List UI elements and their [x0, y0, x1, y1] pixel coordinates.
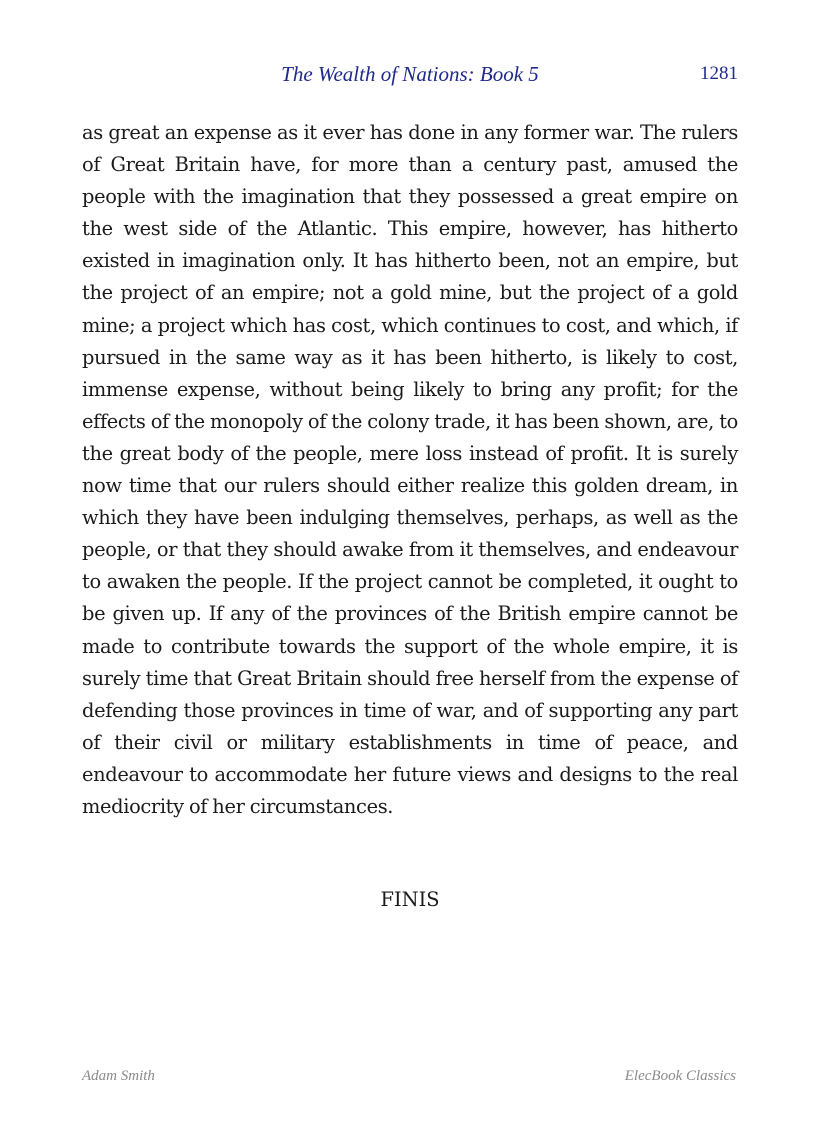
body-paragraph: as great an expense as it ever has done in any former war. The rulers of Great Britain have, for more than a century past, amused the people with the imagination that they possessed a great empire on the west side of the Atlantic. This empire, however, has hitherto existed in imagination only. It has hitherto been, not an empire, but the project of an empire; not a gold mine, but the project of a gold mine; a project which has cost, which continues to cost, and which, if pursued in the same way as it has been hitherto, is likely to cost, immense expense, without being likely to bring any profit; for the effects of the monopoly of the colony trade, it has been shown, are, to the great body of the people, mere loss instead of profit. It is surely now time that our rulers should either realize this golden dream, in which they have been indulging themselves, perhaps, as well as the people, or that they should awake from it themselves, and endeavour to awaken the people. If the project cannot be completed, it ought to be given up. If any of the provinces of the British empire cannot be made to contribute towards the support of the whole empire, it is surely time that Great Britain should free herself from the expense of defending those provinces in time of war, and of supporting any part of their civil or military establishments in time of peace, and endeavour to accommodate her future views and designs to the real mediocrity of her circumstances. — [82, 121, 738, 818]
closing-finis: FINIS — [380, 888, 440, 911]
page-number: 1281 — [700, 63, 738, 84]
book-title: The Wealth of Nations: Book 5 — [281, 62, 539, 86]
footer-publisher: ElecBook Classics — [624, 1068, 736, 1084]
footer-author: Adam Smith — [82, 1068, 155, 1084]
running-header — [82, 62, 738, 90]
